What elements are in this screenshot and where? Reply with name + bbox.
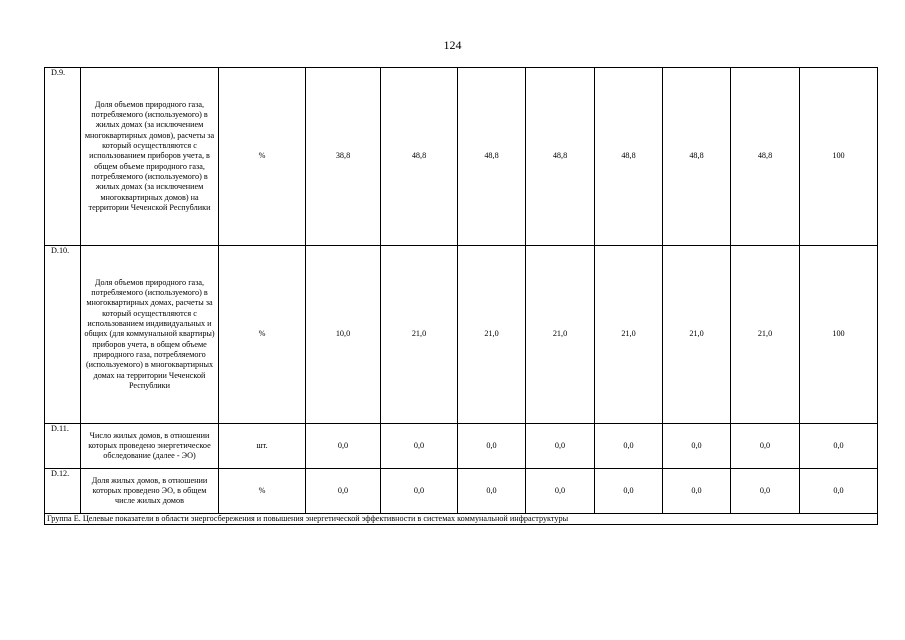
table-row [45,424,878,469]
row-value: 0,0 [595,424,663,469]
row-description: Доля объемов природного газа, потребляемого (используемого) в жилых домах (за исключением многоквартирных домов), расчеты за который осуществляются с использованием приборов учета, в общем объеме природного газа, потребляемого (используемого) в жилых домах (за исключением многоквартирных домов) на территории Чеченской Республики [81,68,219,246]
row-value: 48,8 [381,68,458,246]
row-unit: % [219,246,306,424]
row-value: 48,8 [526,68,595,246]
row-value: 0,0 [381,424,458,469]
row-value: 0,0 [526,424,595,469]
row-value: 0,0 [800,469,878,514]
indicators-table [44,67,878,525]
row-description: Число жилых домов, в отношении которых проведено энергетическое обследование (далее - ЭО) [81,424,219,469]
table-row [45,68,878,246]
row-unit: шт. [219,424,306,469]
row-value: 0,0 [663,469,731,514]
row-value: 48,8 [458,68,526,246]
group-heading: Группа E. Целевые показатели в области энергосбережения и повышения энергетической эффективности в системах коммунальной инфраструктуры [45,514,878,525]
row-value: 0,0 [458,424,526,469]
row-value: 100 [800,246,878,424]
group-row [45,514,878,525]
row-value: 21,0 [458,246,526,424]
table-row [45,469,878,514]
row-value: 100 [800,68,878,246]
row-value: 21,0 [663,246,731,424]
row-description: Доля жилых домов, в отношении которых проведено ЭО, в общем числе жилых домов [81,469,219,514]
row-value: 0,0 [595,469,663,514]
row-code: D.11. [45,424,81,469]
row-value: 0,0 [526,469,595,514]
row-code: D.9. [45,68,81,246]
row-value: 0,0 [731,469,800,514]
row-code: D.12. [45,469,81,514]
row-description: Доля объемов природного газа, потребляемого (используемого) в многоквартирных домах, расчеты за который осуществляются с использованием индивидуальных и общих (для коммунальной квартиры) приборов учета, в общем объеме природного газа, потребляемого (используемого) в многоквартирных домах на территории Чеченской Республики [81,246,219,424]
table-row [45,246,878,424]
row-value: 0,0 [663,424,731,469]
row-value: 48,8 [663,68,731,246]
row-code: D.10. [45,246,81,424]
row-value: 0,0 [458,469,526,514]
row-value: 0,0 [306,469,381,514]
row-value: 0,0 [800,424,878,469]
row-value: 21,0 [381,246,458,424]
row-value: 38,8 [306,68,381,246]
row-unit: % [219,68,306,246]
row-value: 21,0 [526,246,595,424]
row-value: 21,0 [731,246,800,424]
row-value: 21,0 [595,246,663,424]
row-value: 48,8 [731,68,800,246]
page-number: 124 [443,38,462,52]
row-value: 0,0 [306,424,381,469]
row-value: 10,0 [306,246,381,424]
row-unit: % [219,469,306,514]
row-value: 0,0 [731,424,800,469]
row-value: 0,0 [381,469,458,514]
row-value: 48,8 [595,68,663,246]
